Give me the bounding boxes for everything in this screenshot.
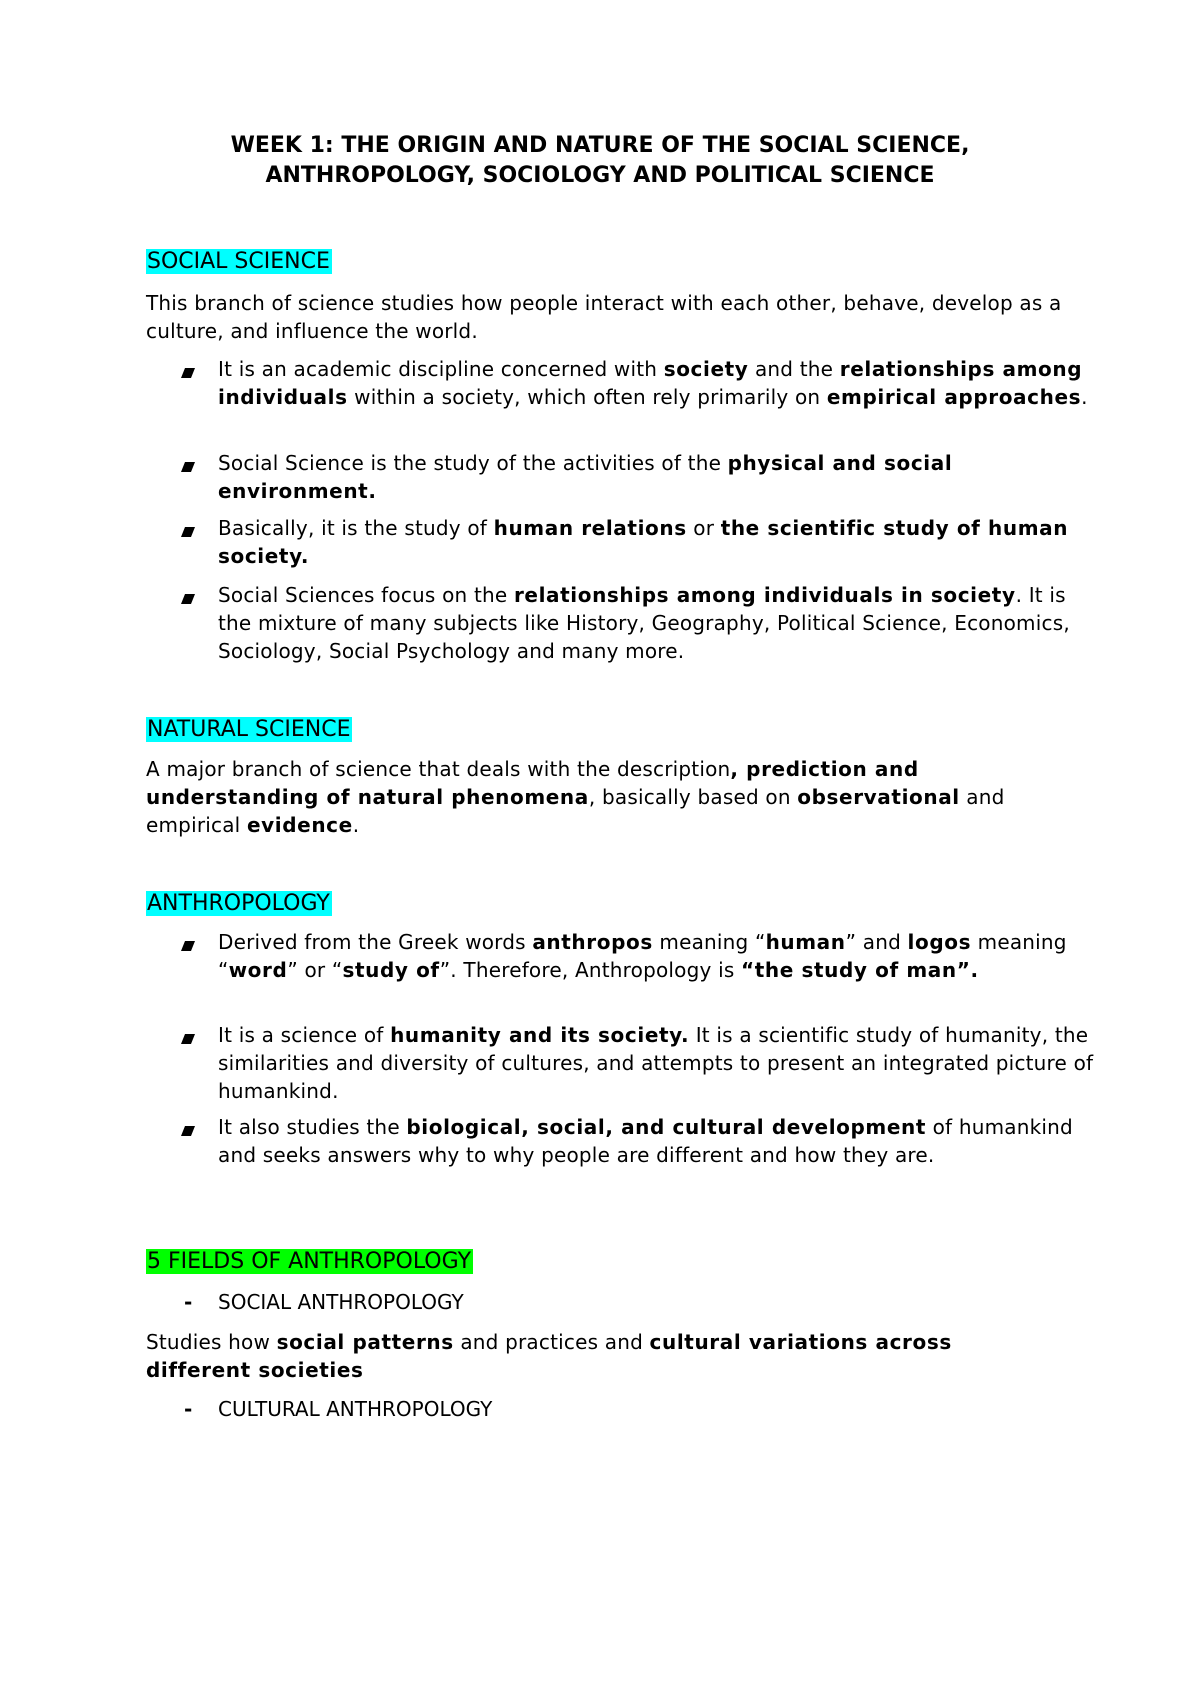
bold-text-run: society (663, 357, 749, 381)
text-run: of humankind and seeks answers why to why people are different and how they are. (218, 1115, 1073, 1167)
text-run: and practices and (453, 1330, 650, 1354)
text-run: Social Sciences focus on the (218, 583, 514, 607)
bold-text-run: biological, social, and cultural development (406, 1115, 927, 1139)
bold-text-run: evidence (246, 813, 353, 837)
text-run: and the (748, 357, 840, 381)
text-run: Derived from the Greek words (218, 930, 533, 954)
anthropology-bullet-2 (218, 1021, 1098, 1105)
text-run: A major branch of science that deals with the description (146, 757, 731, 781)
bold-text-run: word (228, 958, 288, 982)
text-run: It is an academic discipline concerned with (218, 357, 664, 381)
bold-text-run: the scientific study of human society. (218, 516, 1069, 568)
text-run: Basically, it is the study of (218, 516, 494, 540)
text-run: ” and (845, 930, 908, 954)
bold-text-run: physical and social environment. (218, 451, 953, 503)
bold-text-run: , prediction and understanding of natural phenomena (146, 757, 919, 809)
bold-text-run: “the study of man”. (741, 958, 979, 982)
dash-marker: - (184, 1290, 193, 1314)
bold-text-run: logos (907, 930, 972, 954)
bold-text-run: empirical approaches (826, 385, 1082, 409)
text-run: . It is the mixture of many subjects like History, Geography, Political Science, Economics, Sociology, Social Psychology and many more. (218, 583, 1070, 663)
parallelogram-bullet-icon (180, 364, 196, 376)
social-science-bullet-3 (218, 514, 1098, 570)
parallelogram-bullet-icon (180, 590, 196, 602)
text-run: It is a scientific study of humanity, the similarities and diversity of cultures, and attempts to present an integrated picture of humankind. (218, 1023, 1094, 1103)
bold-text-run: cultural variations across different societies (146, 1330, 952, 1382)
social-science-intro: This branch of science studies how people interact with each other, behave, develop as a culture, and influence the world. (146, 291, 1062, 343)
document-title-line-1: WEEK 1: THE ORIGIN AND NATURE OF THE SOCIAL SCIENCE, (230, 133, 970, 158)
field-item-social-anthropology: SOCIAL ANTHROPOLOGY (218, 1290, 464, 1314)
bold-text-run: social patterns (276, 1330, 454, 1354)
social-science-bullet-4 (218, 581, 1098, 665)
document-title-line-2: ANTHROPOLOGY, SOCIOLOGY AND POLITICAL SCIENCE (265, 163, 935, 188)
text-run: Social Science is the study of the activities of the (218, 451, 728, 475)
text-run: , basically based on (588, 785, 798, 809)
bold-text-run: anthropos (532, 930, 653, 954)
text-run: ”. Therefore, Anthropology is (439, 958, 742, 982)
fields-of-anthropology-heading: 5 FIELDS OF ANTHROPOLOGY (147, 1249, 472, 1274)
text-run: within a society, which often rely primarily on (347, 385, 827, 409)
parallelogram-bullet-icon (180, 1030, 196, 1042)
anthropology-bullet-1 (218, 928, 1098, 984)
text-run: or (686, 516, 721, 540)
text-run: meaning “ (218, 930, 1067, 982)
text-run: ” or “ (287, 958, 343, 982)
bold-text-run: humanity and its society. (390, 1023, 690, 1047)
bold-text-run: relationships among individuals (218, 357, 1083, 409)
text-run: It also studies the (218, 1115, 407, 1139)
social-science-heading: SOCIAL SCIENCE (147, 249, 330, 274)
text-run: It is a science of (218, 1023, 391, 1047)
anthropology-heading: ANTHROPOLOGY (147, 891, 330, 916)
parallelogram-bullet-icon (180, 523, 196, 535)
text-run: Studies how (146, 1330, 277, 1354)
natural-science-heading: NATURAL SCIENCE (147, 717, 351, 742)
bold-text-run: observational (797, 785, 960, 809)
text-run: . (1081, 385, 1088, 409)
text-run: meaning “ (652, 930, 766, 954)
bold-text-run: relationships among individuals in society (513, 583, 1016, 607)
social-science-bullet-2 (218, 449, 1098, 505)
social-science-bullet-1 (218, 355, 1098, 411)
natural-science-body (146, 755, 1046, 839)
social-anthropology-description (146, 1328, 1046, 1384)
parallelogram-bullet-icon (180, 937, 196, 949)
text-run: and empirical (146, 785, 1005, 837)
parallelogram-bullet-icon (180, 1122, 196, 1134)
parallelogram-bullet-icon (180, 458, 196, 470)
anthropology-bullet-3 (218, 1113, 1098, 1169)
field-item-cultural-anthropology: CULTURAL ANTHROPOLOGY (218, 1397, 493, 1421)
bold-text-run: human relations (493, 516, 687, 540)
dash-marker: - (184, 1397, 193, 1421)
bold-text-run: human (765, 930, 846, 954)
bold-text-run: study of (342, 958, 440, 982)
text-run: . (352, 813, 360, 837)
